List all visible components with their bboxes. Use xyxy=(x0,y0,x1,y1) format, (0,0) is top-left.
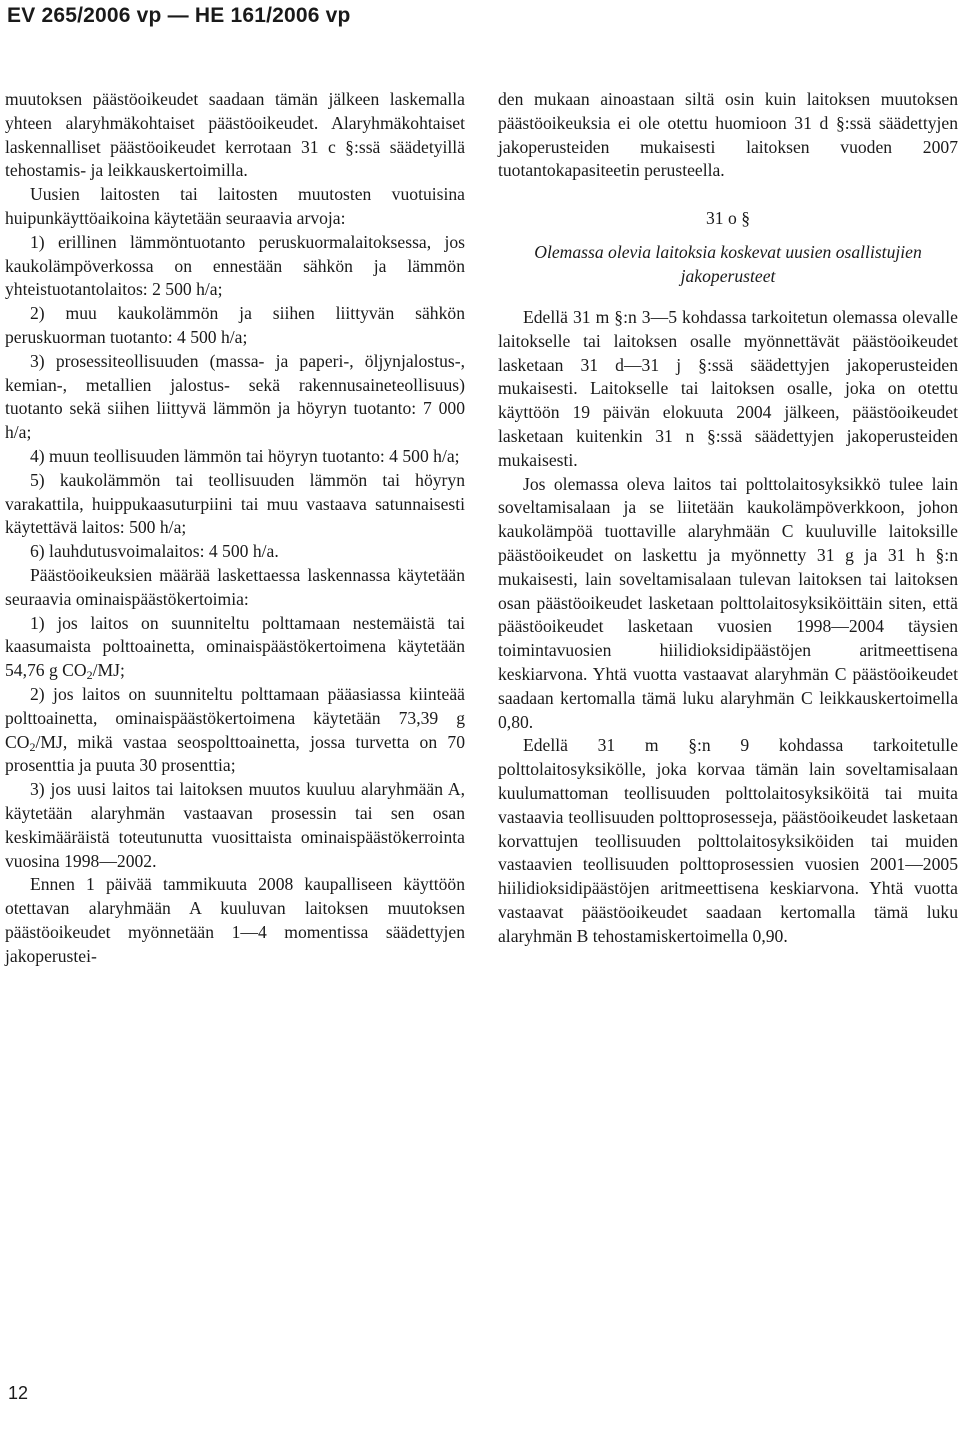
list-item xyxy=(5,612,465,683)
item-text: /MJ, mikä vastaa seospolttoainetta, jossa turvetta on 70 prosenttia ja puuta 30 prosenttia; xyxy=(5,731,465,776)
section-title: Olemassa olevia laitoksia koskevat uusien osallistujien jakoperusteet xyxy=(534,241,922,286)
right-column xyxy=(498,88,958,949)
page-header: EV 265/2006 vp — HE 161/2006 vp xyxy=(7,4,351,27)
left-column xyxy=(5,88,465,968)
list-item xyxy=(5,683,465,778)
paragraph: den mukaan ainoastaan siltä osin kuin laitoksen muutoksen päästöoikeuksia ei ole otettu huomioon 31 d §:ssä säädettyjen jakoperusteiden mukaisesti laitoksen vuoden 2007 tuotantokapasiteetin perusteella. xyxy=(498,89,958,181)
list-item: 4) muun teollisuuden lämmön tai höyryn tuotanto: 4 500 h/a; xyxy=(30,445,460,466)
list-item: 6) lauhdutusvoimalaitos: 4 500 h/a. xyxy=(30,541,279,562)
paragraph: Uusien laitosten tai laitosten muutosten vuotuisina huipunkäyttöaikoina käytetään seuraavia arvoja: xyxy=(5,184,465,228)
subscript: 2 xyxy=(86,668,93,683)
list-item: 3) prosessiteollisuuden (massa- ja paperi-, öljynjalostus-, kemian-, metallien jalostus- sekä rakennusaineteollisuus) tuotanto sekä siihen liittyvä lämmön ja höyryn tuotanto: 7 000 h/a; xyxy=(5,350,465,443)
paragraph: Edellä 31 m §:n 3—5 kohdassa tarkoitetun olemassa olevalle laitokselle tai laitoksen osalle myönnettävät päästöoikeudet lasketaan 31 d—31 j §:ssä säädettyjen jakoperusteiden mukaisesti. Laitokselle tai laitoksen osalle, joka on otettu käyttöön 19 päivän elokuuta 2004 jälkeen, päästöoikeudet lasketaan kuitenkin 31 n §:ssä säädettyjen jakoperusteiden mukaisesti. xyxy=(498,306,958,470)
paragraph: Ennen 1 päivää tammikuuta 2008 kaupalliseen käyttöön otettavan alaryhmään A kuuluvan laitoksen muutoksen päästöoikeudet myönnetään 1—4 momentissa säädettyjen jakoperustei- xyxy=(5,874,465,966)
item-text: /MJ; xyxy=(92,660,125,681)
item-text: 1) jos laitos on suunniteltu polttamaan nestemäistä tai kaasumaista polttoainetta, ominaispäästökertoimena käytetään 54,76 g CO xyxy=(5,612,465,681)
list-item: 2) muu kaukolämmön ja siihen liittyvän sähkön peruskuorman tuotanto: 4 500 h/a; xyxy=(5,303,465,347)
subscript: 2 xyxy=(29,739,36,754)
paragraph: Jos olemassa oleva laitos tai polttolaitosyksikkö tulee lain soveltamisalaan ja se liitetään kaukolämpöverkkoon, johon kaukolämpöä tuottaville alaryhmään C kuuluville laitoksille päästöoikeudet on laskettu ja myönnetty 31 g ja 31 h §:n mukaisesti, lain soveltamisalaan tulevan laitoksen tai laitoksen osan päästöoikeudet lasketaan polttolaitosyksiköittäin siten, että päästöoikeudet lasketaan vuosien 1998—2004 täysien toimintavuosien hiilidioksidipäästöjen aritmeettisena keskiarvona. Yhtä vuotta vastaavat alaryhmän C päästöoikeudet saadaan kertomalla tämä luku alaryhmän C leikkauskertoimella 0,80. xyxy=(498,473,958,732)
paragraph: Päästöoikeuksien määrää laskettaessa laskennassa käytetään seuraavia ominaispäästökertoimia: xyxy=(5,564,465,609)
item-text: 2) jos laitos on suunniteltu polttamaan pääasiassa kiinteää polttoainetta, ominaispäästökertoimena käytetään 73,39 g CO xyxy=(5,683,465,752)
list-item: 3) jos uusi laitos tai laitoksen muutos kuuluu alaryhmään A, käytetään alaryhmän vastaavan prosessin tai sen osan keskimääräistä toteutunutta vuosittaista ominaispäästökerrointa vuosina 1998—2002. xyxy=(5,779,465,871)
list-item: 5) kaukolämmön tai teollisuuden lämmön tai höyryn varakattila, huippukaasuturpiini tai muu vastaava satunnaisesti käytettävä laitos: 500 h/a; xyxy=(5,469,465,538)
section-number: 31 o § xyxy=(706,208,750,229)
paragraph: Edellä 31 m §:n 9 kohdassa tarkoitetulle polttolaitosyksikölle, joka korvaa tämän lain soveltamisalaan kuulumattoman teollisuuden polttolaitosyksiköitä tai muita vastaavia teollisuuden polttoprosesseja, päästöoikeudet lasketaan korvattujen teollisuuden polttolaitosyksiköiden tai muiden vastaavien teollisuuden polttoprosessien vuosien 2001—2005 hiilidioksidipäästöjen aritmeettisena keskiarvona. Yhtä vuotta vastaavat päästöoikeudet saadaan kertomalla tämä luku alaryhmän B tehostamiskertoimella 0,90. xyxy=(498,735,958,946)
list-item: 1) erillinen lämmöntuotanto peruskuormalaitoksessa, jos kaukolämpöverkossa on ennestään sähkön ja lämmön yhteistuotantolaitos: 2 500 h/a; xyxy=(5,231,465,300)
paragraph: muutoksen päästöoikeudet saadaan tämän jälkeen laskemalla yhteen alaryhmäkohtaiset päästöoikeudet. Alaryhmäkohtaiset laskennalliset päästöoikeudet kerrotaan 31 c §:ssä säädetyillä tehostamis- ja leikkauskertoimilla. xyxy=(5,89,465,181)
page-number: 12 xyxy=(8,1383,29,1403)
